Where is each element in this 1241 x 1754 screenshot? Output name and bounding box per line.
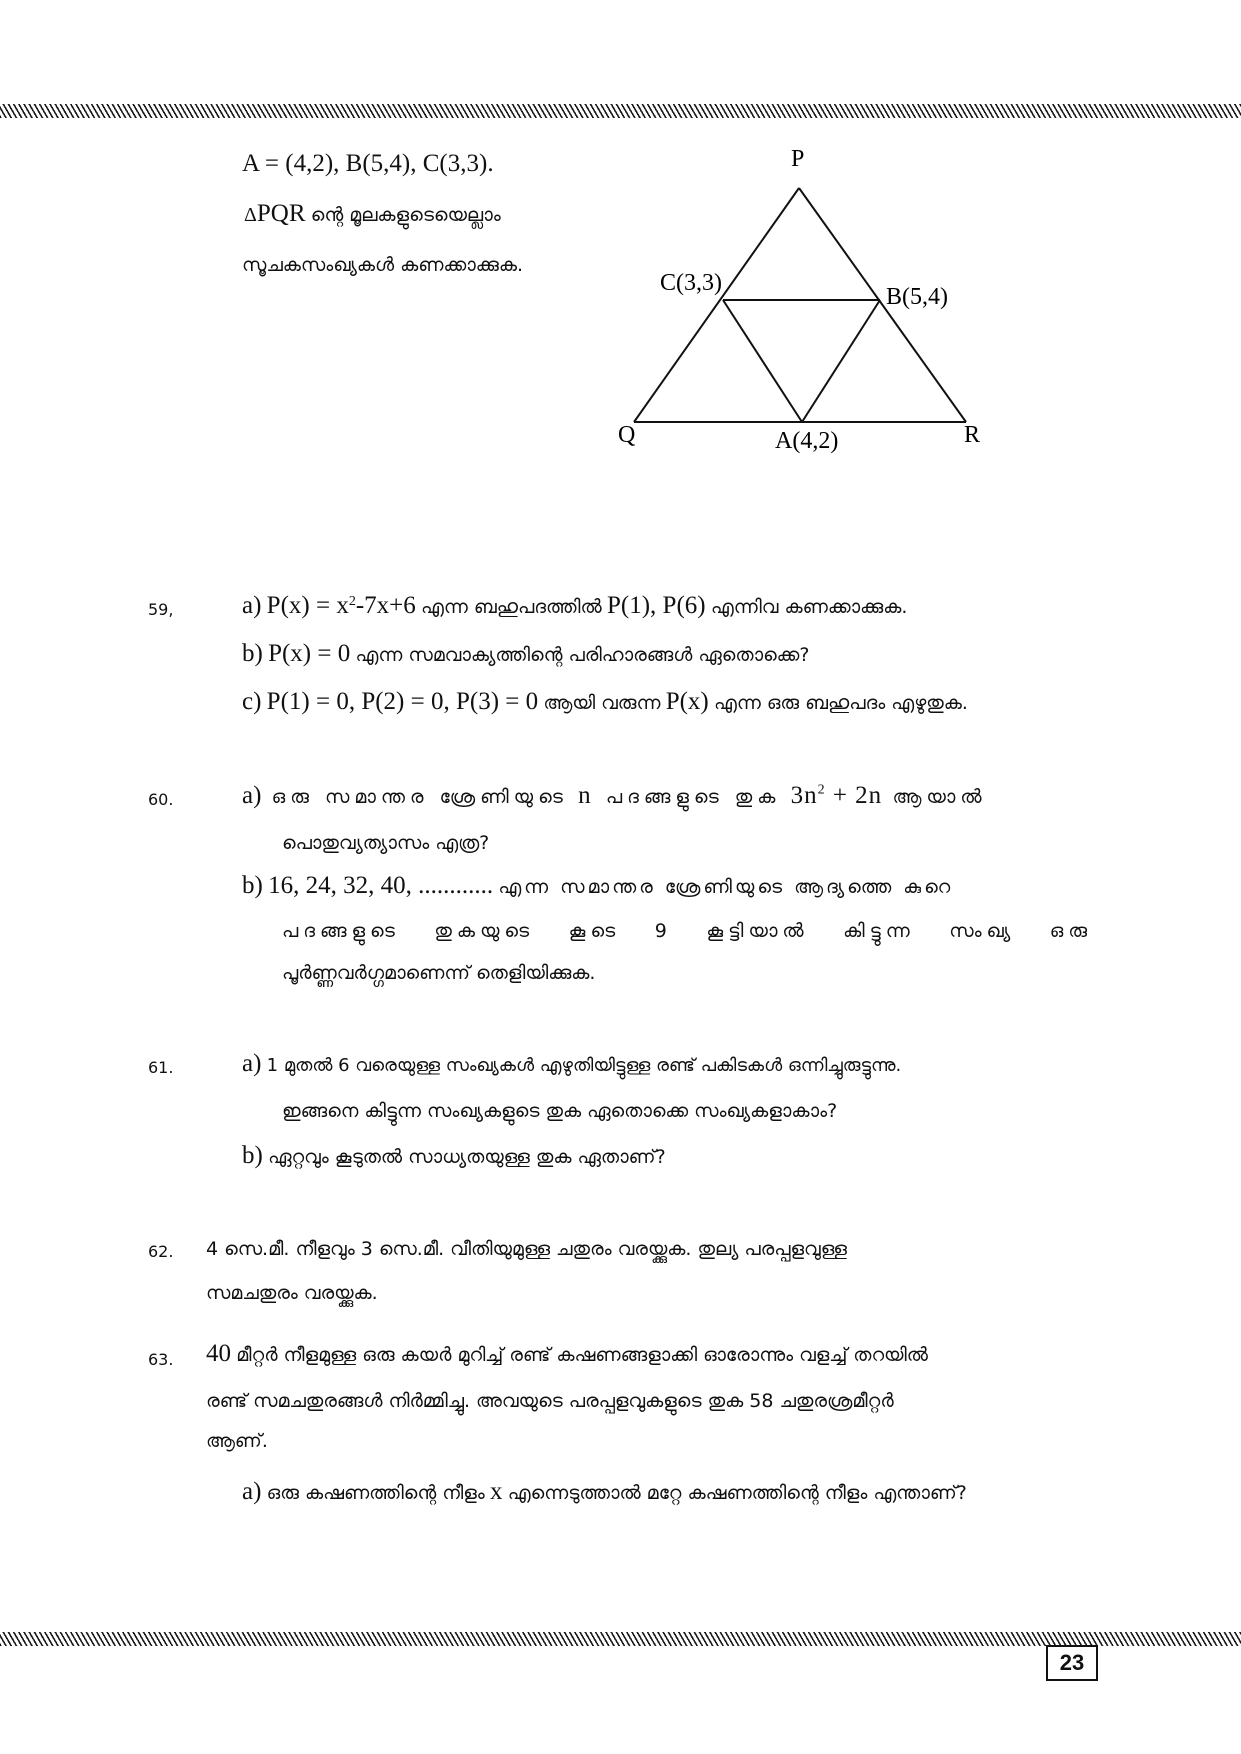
top-hatch-border: [0, 104, 1241, 118]
delta-symbol: Δ: [244, 204, 257, 226]
q60-part-b-line-2: പദങ്ങളുടെ തുകയുടെ കൂടെ 9 കൂട്ടിയാൽ കിട്ടുന്ന സംഖ്യ ഒരു: [282, 920, 1092, 942]
q62-line-2: സമചതുരം വരയ്ക്കുക.: [206, 1282, 378, 1304]
q61-number: 61.: [148, 1058, 174, 1077]
q61-part-a-line-2: ഇങ്ങനെ കിട്ടുന്ന സംഖ്യകളുടെ തുക ഏതൊക്കെ സംഖ്യകളാകാം?: [282, 1100, 838, 1122]
q62-line-1: 4 സെ.മീ. നീളവും 3 സെ.മീ. വീതിയുമുള്ള ചതുരം വരയ്ക്കുക. തുല്യ പരപ്പളവുള്ള: [206, 1238, 847, 1260]
bottom-hatch-border: [0, 1632, 1241, 1646]
q63-line-3: ആണ്.: [206, 1430, 268, 1452]
label-a: A(4,2): [775, 428, 839, 454]
label-q: Q: [618, 422, 636, 448]
q63-part-a: a) ഒരു കഷണത്തിന്റെ നീളം x എന്നെടുത്താൽ മറ്റേ കഷണത്തിന്റെ നീളം എന്താണ്?: [242, 1478, 967, 1505]
triangle-name: PQR: [256, 200, 306, 227]
intro-coords: A = (4,2), B(5,4), C(3,3).: [242, 150, 494, 177]
q63-line-2: രണ്ട് സമചതുരങ്ങൾ നിർമ്മിച്ചു. അവയുടെ പരപ്പളവുകളുടെ തുക 58 ചതുരശ്രമീറ്റർ: [206, 1390, 894, 1412]
q61-part-a-line-1: a) 1 മുതൽ 6 വരെയുള്ള സംഖ്യകൾ എഴുതിയിട്ടുള്ള രണ്ട് പകിടകൾ ഒന്നിച്ചുരുട്ടുന്നു.: [242, 1050, 902, 1077]
q61-part-b: b) ഏറ്റവും കൂടുതൽ സാധ്യതയുള്ള തുക ഏതാണ്?: [242, 1142, 666, 1169]
label-b: B(5,4): [886, 284, 948, 310]
q59-part-c: c) P(1) = 0, P(2) = 0, P(3) = 0 ആയി വരുന്ന P(x) എന്ന ഒരു ബഹുപദം എഴുതുക.: [242, 688, 968, 715]
label-r: R: [964, 422, 981, 448]
q62-number: 62.: [148, 1242, 174, 1261]
q60-number: 60.: [148, 790, 174, 809]
q60-part-a-line-2: പൊതുവ്യത്യാസം എത്ര?: [282, 832, 490, 854]
q63-line-1: 40 മീറ്റർ നീളമുള്ള ഒരു കയർ മുറിച്ച് രണ്ട് കഷണങ്ങളാക്കി ഓരോന്നും വളച്ച് തറയിൽ: [206, 1340, 928, 1367]
segment-ba: [802, 300, 880, 422]
triangle-diagram: [600, 140, 1020, 470]
page-number: 23: [1046, 1645, 1098, 1681]
q60-part-a-line-1: a) ഒരു സമാന്തര ശ്രേണിയുടെ n പദങ്ങളുടെ തുക $3n^2 + 2n$ ആയാൽ: [242, 782, 987, 809]
q59-number: 59,: [148, 600, 174, 619]
q59-part-a: a) $P(x) = x^2-7x+6$ എന്ന ബഹുപദത്തിൽ P(1), P(6) എന്നിവ കണക്കാക്കുക.: [242, 592, 908, 619]
q60-part-b-line-1: b) 16, 24, 32, 40, ............ എന്ന സമാന്തര ശ്രേണിയുടെ ആദ്യത്തെ കുറെ: [242, 872, 954, 899]
q63-number: 63.: [148, 1350, 174, 1369]
side-pq: [634, 188, 799, 422]
label-c: C(3,3): [660, 270, 722, 296]
intro-line-2: സൂചകസംഖ്യകൾ കണക്കാക്കുക.: [242, 254, 524, 276]
label-p: P: [791, 146, 805, 172]
intro-line-1: ΔPQR ന്റെ മൂലകളുടെയെല്ലാം: [244, 200, 501, 227]
segment-ca: [723, 300, 802, 422]
q60-part-b-line-3: പൂർണ്ണവർഗ്ഗമാണെന്ന് തെളിയിക്കുക.: [282, 962, 596, 984]
q59-part-b: b) P(x) = 0 എന്ന സമവാക്യത്തിന്റെ പരിഹാരങ്ങൾ ഏതൊക്കെ?: [242, 640, 810, 667]
